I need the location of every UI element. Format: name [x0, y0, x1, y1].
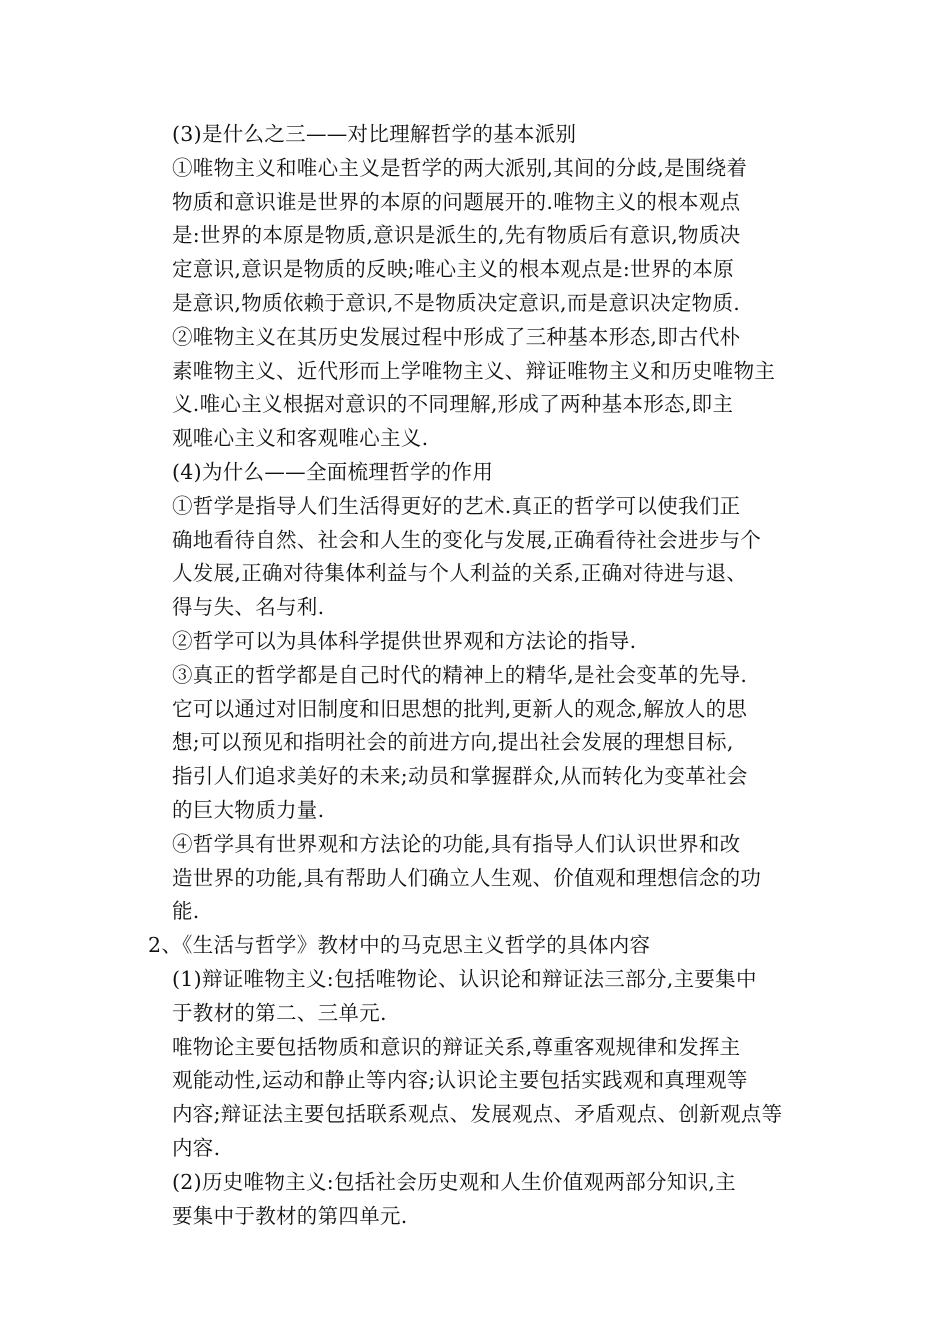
paragraph-line: 它可以通过对旧制度和旧思想的批判,更新人的观念,解放人的思	[172, 696, 748, 721]
paragraph-line: ②唯物主义在其历史发展过程中形成了三种基本形态,即古代朴	[172, 324, 741, 349]
paragraph-line: 指引人们追求美好的未来;动员和掌握群众,从而转化为变革社会	[172, 764, 748, 789]
paragraph-line: ④哲学具有世界观和方法论的功能,具有指导人们认识世界和改	[172, 831, 741, 856]
paragraph-line: 人发展,正确对待集体利益与个人利益的关系,正确对待进与退、	[172, 561, 748, 586]
paragraph-line: 观能动性,运动和静止等内容;认识论主要包括实践观和真理观等	[172, 1068, 748, 1093]
paragraph-line: 于教材的第二、三单元.	[172, 1000, 387, 1025]
paragraph-line: 得与失、名与利.	[172, 595, 325, 620]
paragraph-line: ③真正的哲学都是自己时代的精神上的精华,是社会变革的先导.	[172, 662, 748, 687]
paragraph-line: (1)辩证唯物主义:包括唯物论、认识论和辩证法三部分,主要集中	[172, 966, 757, 991]
paragraph-line: 的巨大物质力量.	[172, 797, 325, 822]
paragraph-line: 唯物论主要包括物质和意识的辩证关系,尊重客观规律和发挥主	[172, 1034, 741, 1059]
paragraph-line: 素唯物主义、近代形而上学唯物主义、辩证唯物主义和历史唯物主	[172, 358, 776, 383]
paragraph-line: ②哲学可以为具体科学提供世界观和方法论的指导.	[172, 628, 637, 653]
section-heading-2: 2、《生活与哲学》教材中的马克思主义哲学的具体内容	[148, 933, 651, 958]
paragraph-line: 能.	[172, 899, 200, 924]
paragraph-line: 确地看待自然、社会和人生的变化与发展,正确看待社会进步与个	[172, 527, 762, 552]
paragraph-line: 观唯心主义和客观唯心主义.	[172, 426, 429, 451]
paragraph-line: 内容;辩证法主要包括联系观点、发展观点、矛盾观点、创新观点等	[172, 1102, 783, 1127]
paragraph-line: ①唯物主义和唯心主义是哲学的两大派别,其间的分歧,是围绕着	[172, 155, 748, 180]
paragraph-line: 是:世界的本原是物质,意识是派生的,先有物质后有意识,物质决	[172, 223, 741, 248]
paragraph-line: 要集中于教材的第四单元.	[172, 1203, 408, 1228]
paragraph-line: 内容.	[172, 1135, 221, 1160]
paragraph-line: 物质和意识谁是世界的本原的问题展开的.唯物主义的根本观点	[172, 189, 741, 214]
paragraph-line: 想;可以预见和指明社会的前进方向,提出社会发展的理想目标,	[172, 730, 734, 755]
subsection-heading-3: (3)是什么之三——对比理解哲学的基本派别	[172, 122, 577, 146]
paragraph-line: 是意识,物质依赖于意识,不是物质决定意识,而是意识决定物质.	[172, 290, 741, 315]
paragraph-line: (2)历史唯物主义:包括社会历史观和人生价值观两部分知识,主	[172, 1169, 736, 1194]
paragraph-line: 义.唯心主义根据对意识的不同理解,形成了两种基本形态,即主	[172, 392, 734, 417]
document-body	[148, 118, 812, 1233]
paragraph-line: 造世界的功能,具有帮助人们确立人生观、价值观和理想信念的功	[172, 865, 762, 890]
paragraph-line: 定意识,意识是物质的反映;唯心主义的根本观点是:世界的本原	[172, 257, 735, 282]
paragraph-line: ①哲学是指导人们生活得更好的艺术.真正的哲学可以使我们正	[172, 493, 741, 518]
subsection-heading-4: (4)为什么——全面梳理哲学的作用	[172, 459, 494, 484]
